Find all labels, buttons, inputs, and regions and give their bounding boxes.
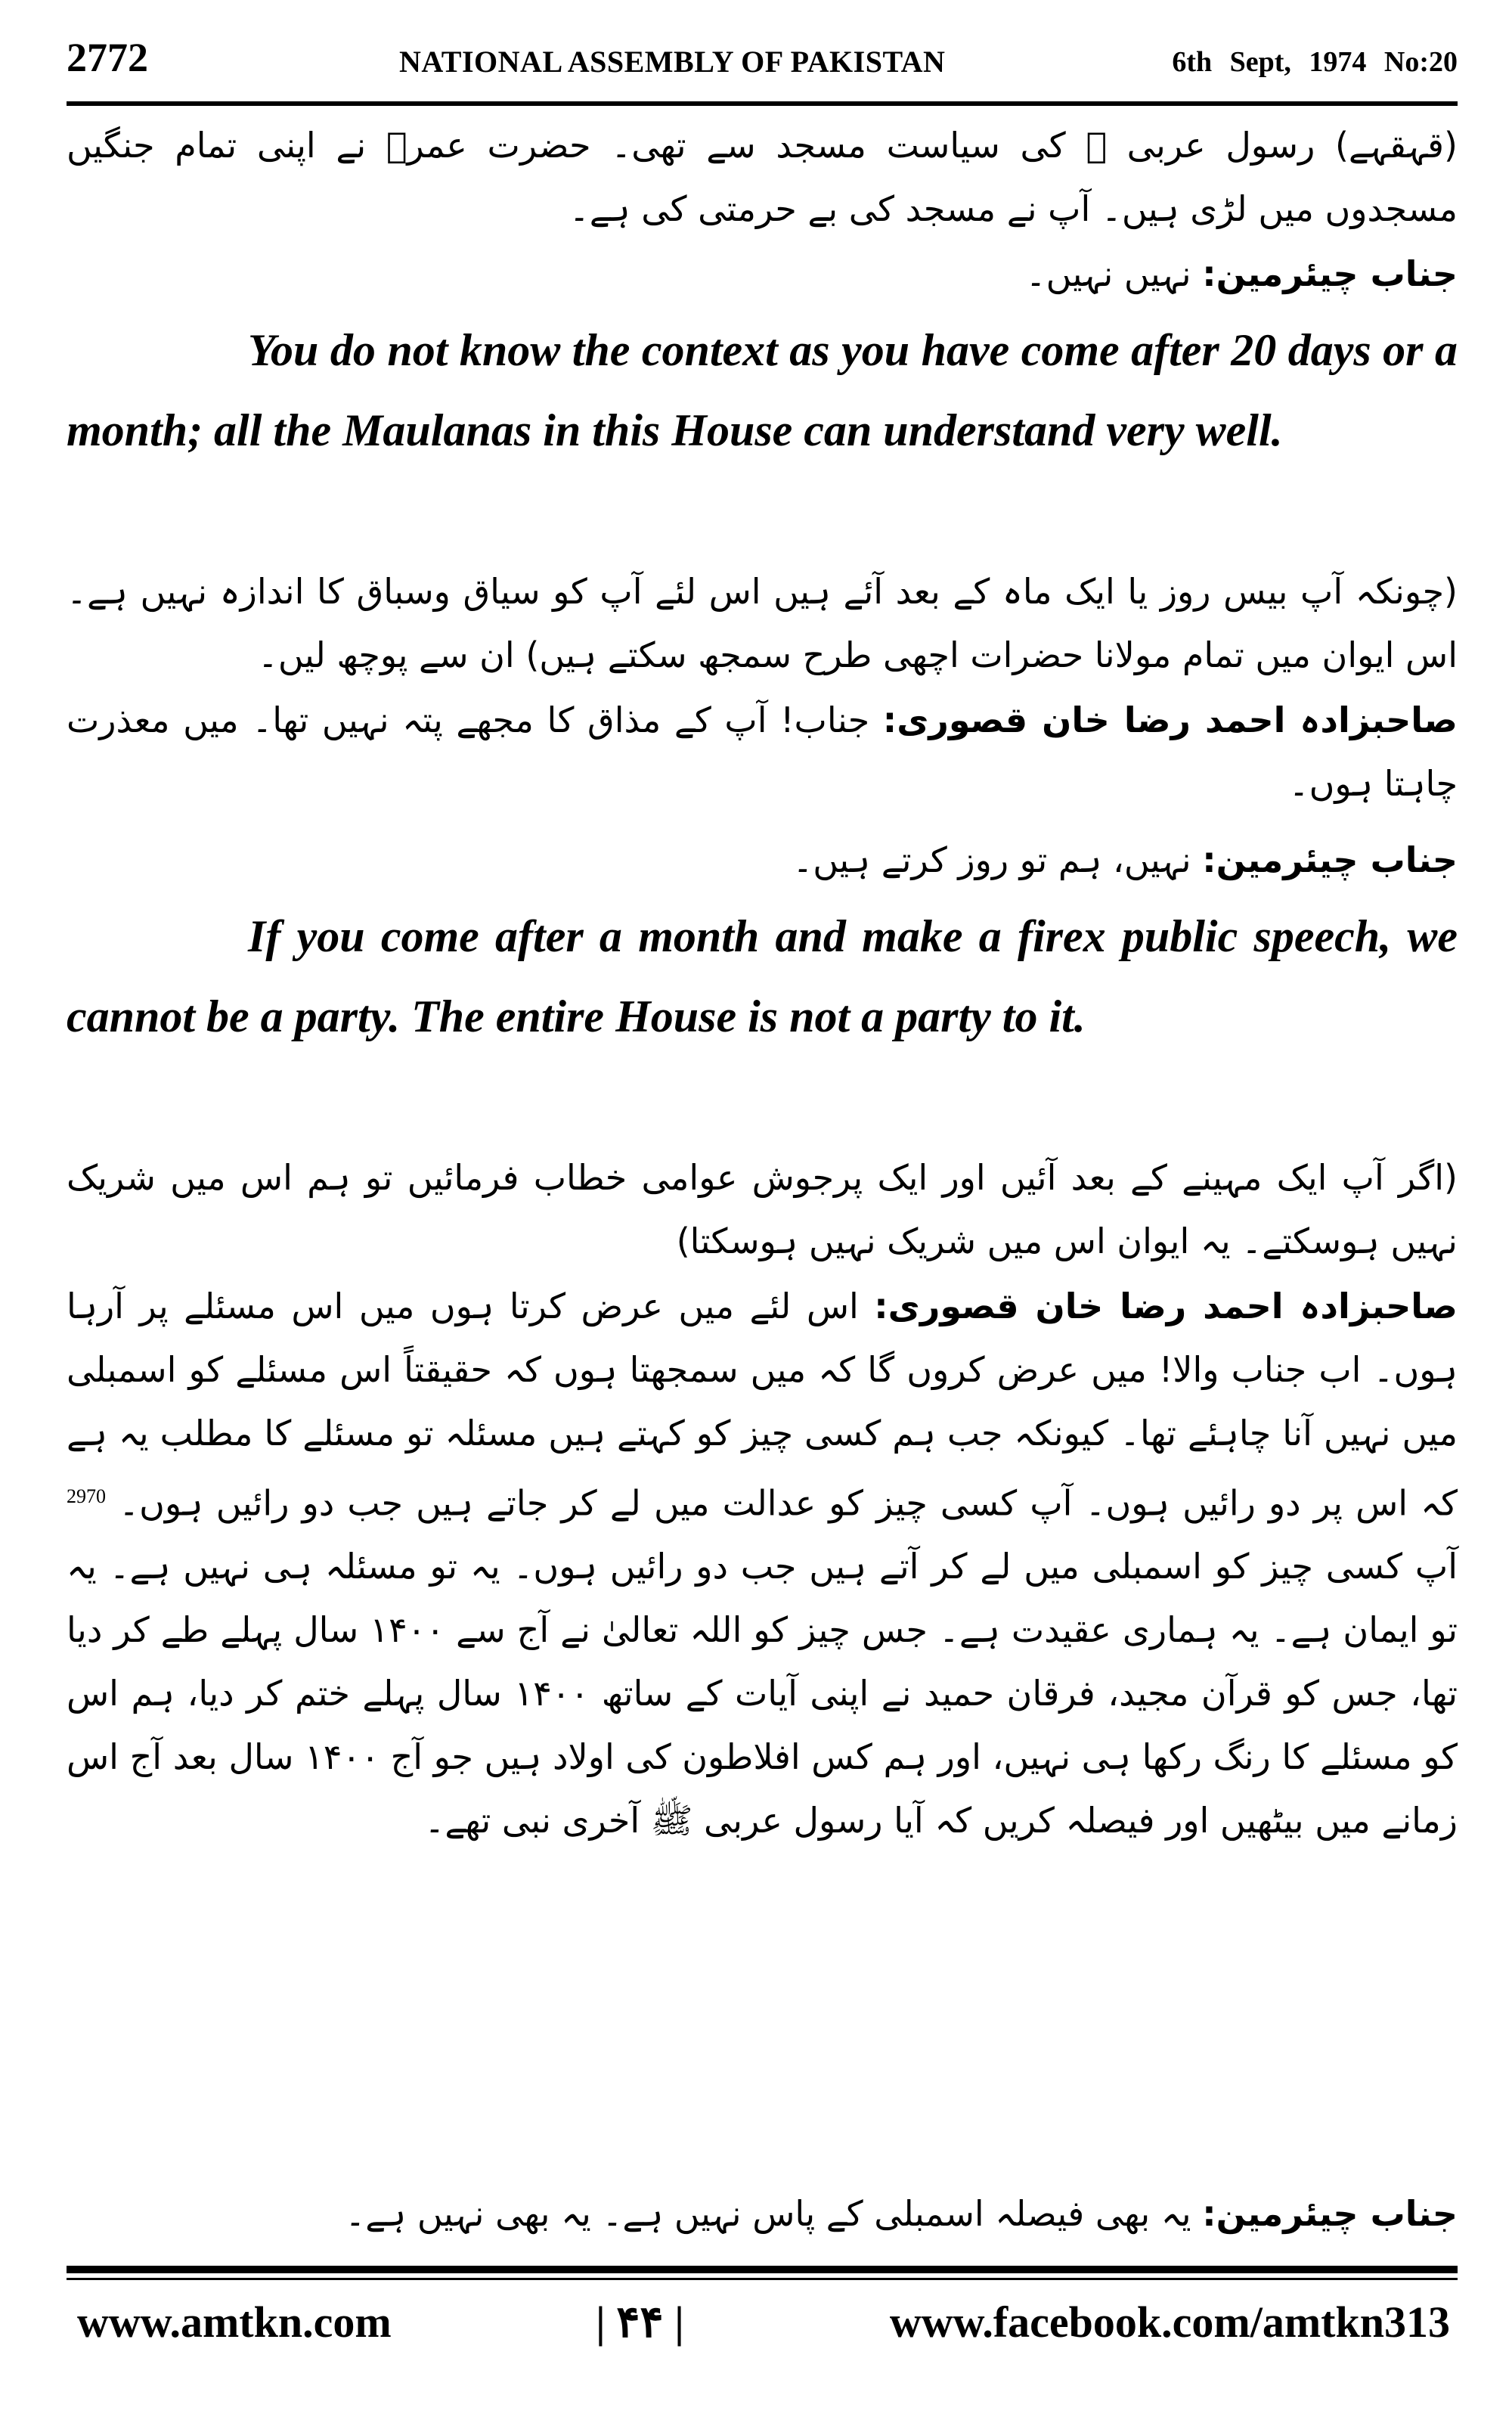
header-date-issue: 6th Sept, 1974 No:20 [1172, 46, 1458, 78]
speaker-label: جناب چیئرمین: [1202, 839, 1458, 880]
header-rule [67, 101, 1458, 106]
english-paragraph-1 [67, 310, 1458, 470]
footer-facebook-link[interactable]: www.facebook.com/amtkn313 [889, 2297, 1450, 2347]
page-footer [67, 2296, 1458, 2356]
page-number: 2772 [67, 35, 148, 80]
urdu-text: (چونکہ آپ بیس روز یا ایک ماہ کے بعد آئے ہیں اس لئے آپ کو سیاق وسباق کا اندازہ نہیں ہے۔ اس ایوان میں تمام مولانا حضرات اچھی طرح سمجھ سکتے ہیں) ان سے پوچھ لیں۔ [67, 571, 1458, 675]
header-title: NATIONAL ASSEMBLY OF PAKISTAN [399, 45, 946, 79]
speaker-text: نہیں نہیں۔ [1025, 253, 1191, 294]
document-page [67, 30, 1458, 2390]
footer-rule-thick [67, 2266, 1458, 2273]
kasuri-reply-1 [67, 688, 1458, 815]
chairman-reply-1 [67, 242, 1512, 306]
speaker-text: جناب! آپ کے مذاق کا مجھے پتہ نہیں تھا۔ میں معذرت چاہتا ہوں۔ [67, 700, 1458, 804]
speaker-label: صاحبزادہ احمد رضا خان قصوری: [874, 1286, 1458, 1326]
speaker-label: جناب چیئرمین: [1202, 253, 1458, 294]
speaker-text: یہ بھی فیصلہ اسمبلی کے پاس نہیں ہے۔ یہ بھی نہیں ہے۔ [345, 2193, 1191, 2234]
speaker-text: نہیں، ہم تو روز کرتے ہیں۔ [792, 839, 1191, 880]
footer-rule-thin [67, 2278, 1458, 2280]
english-text: If you come after a month and make a firex public speech, we cannot be a party. The entire House is not a party to it. [67, 911, 1458, 1041]
page-header [67, 30, 1458, 91]
urdu-text: (قہقہے) رسول عربی ﷺ کی سیاست مسجد سے تھی۔ حضرت عمرؓ نے اپنی تمام جنگیں مسجدوں میں لڑی ہیں۔ آپ نے مسجد کی بے حرمتی کی ہے۔ [67, 125, 1458, 229]
english-paragraph-2 [67, 896, 1458, 1056]
footnote-marker: 2970 [67, 1485, 106, 1507]
footer-website-link[interactable]: www.amtkn.com [77, 2297, 392, 2347]
chairman-reply-3 [67, 2182, 1512, 2245]
chairman-reply-2 [67, 828, 1512, 892]
urdu-paragraph-1 [67, 113, 1458, 240]
urdu-translation-2 [67, 1146, 1458, 1273]
speaker-text-continued: آپ کسی چیز کو اسمبلی میں لے کر آتے ہیں جب دو رائیں ہوں۔ یہ تو مسئلہ ہی نہیں ہے۔ یہ تو ایمان ہے۔ یہ ہماری عقیدت ہے۔ جس چیز کو اللہ تعالیٰ نے آج سے ۱۴۰۰ سال پہلے طے کر دیا تھا، جس کو قرآن مجید، فرقان حمید نے اپنی آیات کے ساتھ ۱۴۰۰ سال پہلے ختم کر دیا، ہم اس کو مسئلے کا رنگ رکھا ہی نہیں، اور ہم کس افلاطون کی اولاد ہیں جو آج ۱۴۰۰ سال بعد آج اس زمانے میں بیٹھیں اور فیصلہ کریں کہ آیا رسول عربی ﷺ آخری نبی تھے۔ [67, 1546, 1458, 1841]
footer-page-marker: | ۴۴ | [596, 2297, 684, 2347]
kasuri-reply-2 [67, 1274, 1458, 1852]
english-text: You do not know the context as you have come after 20 days or a month; all the Maulanas in this House can understand very well. [67, 325, 1458, 455]
speaker-label: جناب چیئرمین: [1202, 2193, 1458, 2234]
urdu-translation-1 [67, 560, 1458, 687]
urdu-text: (اگر آپ ایک مہینے کے بعد آئیں اور ایک پرجوش عوامی خطاب فرمائیں تو ہم اس میں شریک نہیں ہوسکتے۔ یہ ایوان اس میں شریک نہیں ہوسکتا) [67, 1157, 1458, 1261]
speaker-label: صاحبزادہ احمد رضا خان قصوری: [882, 700, 1458, 740]
speaker-text: اس لئے میں عرض کرتا ہوں میں اس مسئلے پر آرہا ہوں۔ اب جناب والا! میں عرض کروں گا کہ میں سمجھتا ہوں کہ حقیقتاً اس مسئلے کو اسمبلی میں نہیں آنا چاہئے تھا۔ کیونکہ جب ہم کسی چیز کو کہتے ہیں مسئلہ تو مسئلے کا مطلب یہ ہے کہ اس پر دو رائیں ہوں۔ آپ کسی چیز کو عدالت میں لے کر جاتے ہیں جب دو رائیں ہوں۔ [67, 1286, 1458, 1524]
